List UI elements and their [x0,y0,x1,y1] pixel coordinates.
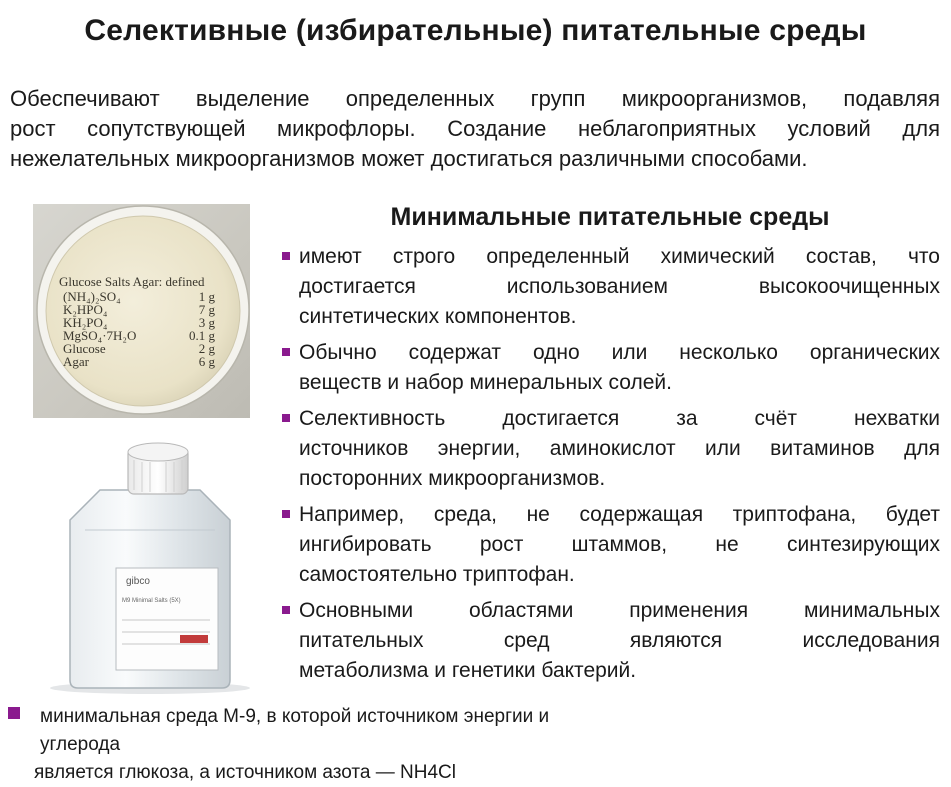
feature-list [282,242,940,692]
petri-dish-image [33,204,250,418]
plate-label-row-name: Agar [63,354,89,369]
plate-label-row-name: KH₂PO₄ [63,315,108,330]
intro-line: нежелательных микроорганизмов может достигаться различными способами. [10,146,808,171]
list-item-line: ингибировать рост штаммов, не синтезирующих [299,533,940,556]
list-item-line: имеют строго определенный химический состав, что [299,245,940,268]
list-item-line: достигается использованием высокоочищенных [299,275,940,298]
list-item [282,338,940,398]
plate-label-row-name: K₂HPO₄ [63,302,108,317]
list-item-line: метаболизма и генетики бактерий. [299,659,637,682]
intro-paragraph [10,84,940,174]
plate-label-row-name: Glucose [63,341,106,356]
plate-label-row-amount: 7 g [198,302,215,317]
list-item [282,596,940,686]
footnote-line: является глюкоза, а источником азота — NH4Cl [34,762,456,783]
list-item-line: Основными областями применения минимальных [299,599,940,622]
intro-line: рост сопутствующей микрофлоры. Создание неблагоприятных условий для [10,116,940,141]
footnote [8,703,568,787]
bottle-brand: gibco [126,576,150,587]
bullet-square-icon [282,606,290,614]
list-item-line: источников энергии, аминокислот или витаминов для [299,437,940,460]
section-subtitle: Минимальные питательные среды [390,203,830,231]
list-item [282,404,940,494]
list-item-line: веществ и набор минеральных солей. [299,371,672,394]
bullet-square-icon [282,510,290,518]
plate-label-row-name: MgSO₄·7H₂O [63,328,137,343]
bullet-square-icon [282,252,290,260]
list-item [282,500,940,590]
plate-label-title: Glucose Salts Agar: defined [59,274,205,289]
list-item-line: синтетических компонентов. [299,305,577,328]
bottle-product: M9 Minimal Salts (5X) [122,598,181,604]
bullet-square-icon [8,707,20,719]
list-item-line: самостоятельно триптофан. [299,563,575,586]
footnote-line: минимальная среда М-9, в которой источником энергии и углерода [40,706,550,755]
plate-label-row-amount: 1 g [198,289,215,304]
list-item-line: Селективность достигается за счёт нехватки [299,407,940,430]
page-title: Селективные (избирательные) питательные среды [84,14,867,47]
plate-label-row-amount: 2 g [198,341,215,356]
list-item [282,242,940,332]
intro-line: Обеспечивают выделение определенных групп микроорганизмов, подавляя [10,86,940,111]
plate-label-row-amount: 3 g [198,315,215,330]
bullet-square-icon [282,348,290,356]
bullet-square-icon [282,414,290,422]
list-item-line: Например, среда, не содержащая триптофана, будет [299,503,940,526]
list-item-line: питательных сред являются исследования [299,629,940,652]
plate-label-row-name: (NH₄)₂SO₄ [63,289,121,304]
plate-label-row-amount: 6 g [198,354,215,369]
plate-label-row-amount: 0.1 g [189,328,215,343]
list-item-line: посторонних микроорганизмов. [299,467,606,490]
list-item-line: Обычно содержат одно или несколько органических [299,341,940,364]
bottle-image [30,430,270,695]
